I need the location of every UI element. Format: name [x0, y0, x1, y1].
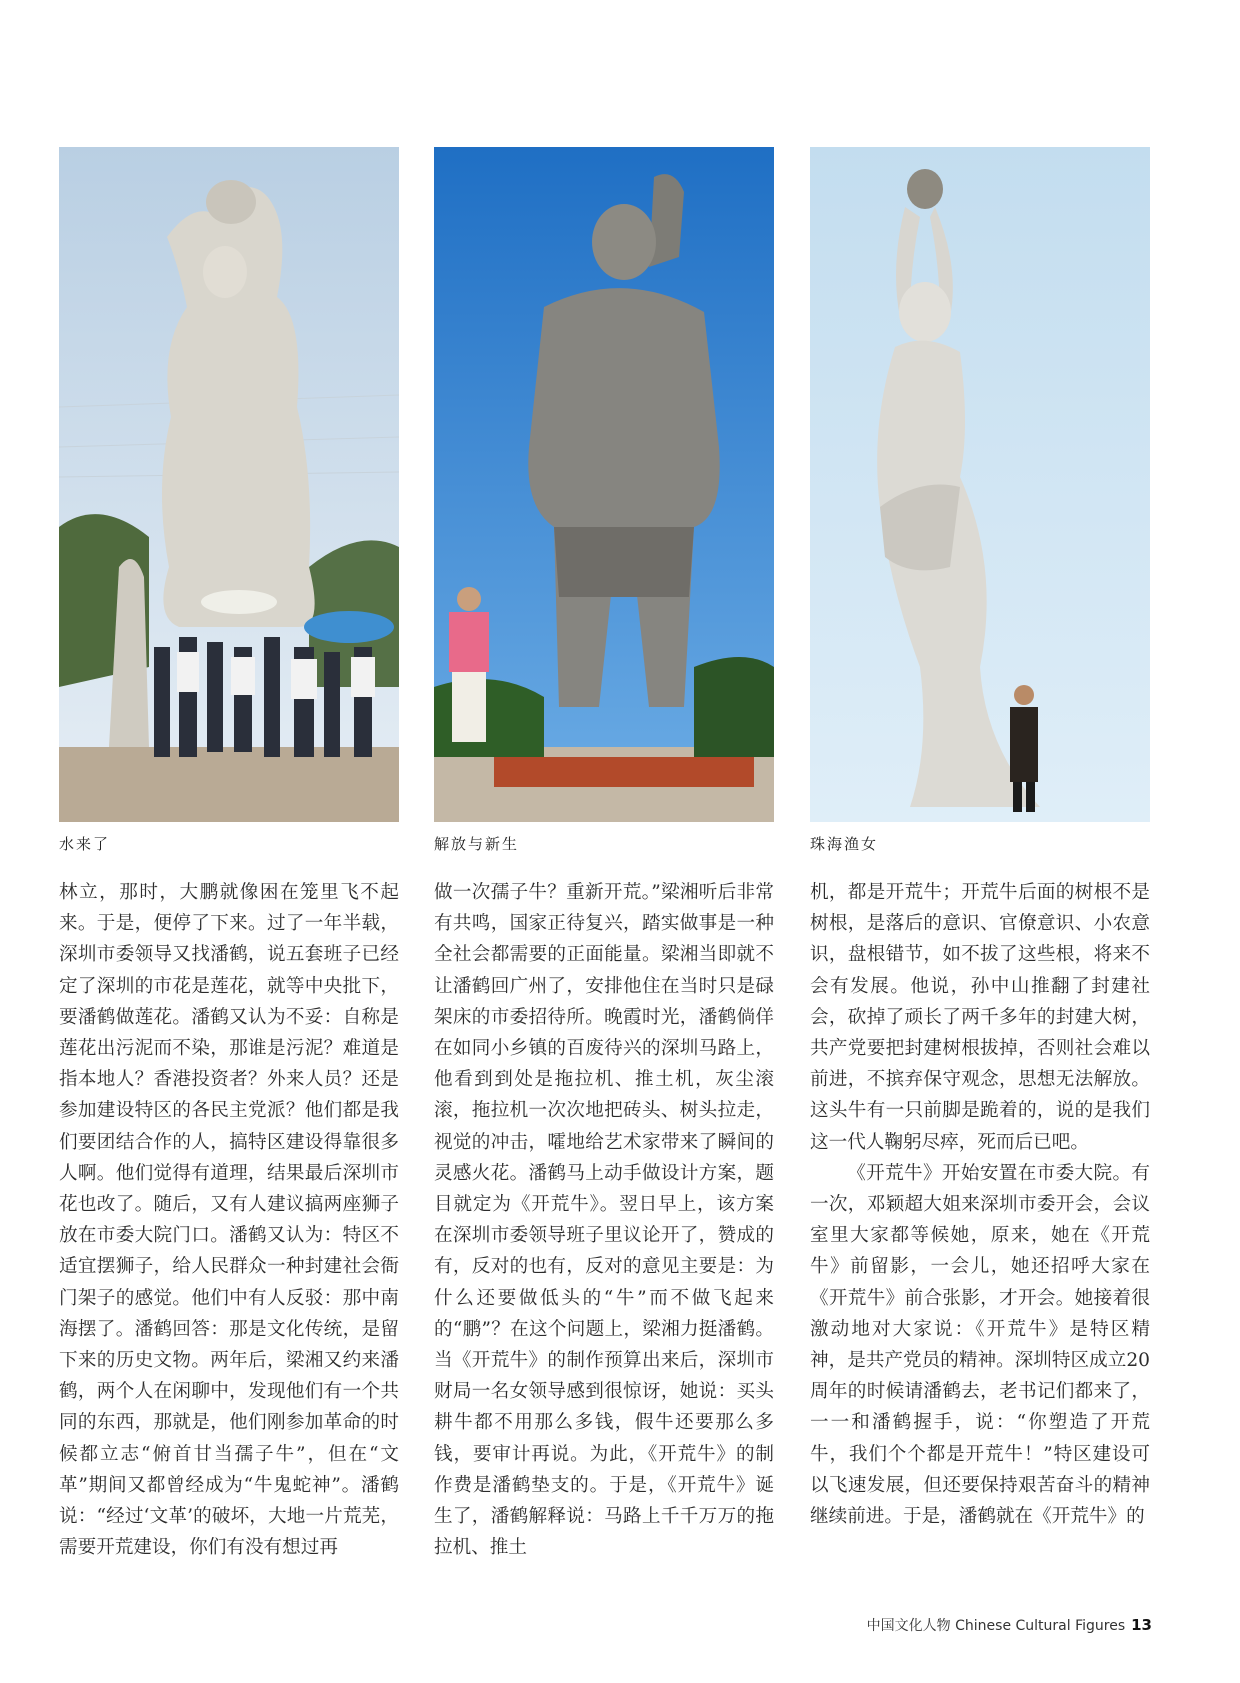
photo-water-statue	[59, 147, 399, 822]
photo-liberation-statue	[434, 147, 774, 822]
page-number: 13	[1131, 1616, 1152, 1634]
text-column	[810, 877, 1150, 1567]
photo-fisher-girl-statue	[810, 147, 1150, 822]
photo-caption: 水来了	[59, 835, 111, 853]
paragraph: 林立，那时，大鹏就像困在笼里飞不起来。于是，便停了下来。过了一年半载，深圳市委领导又找潘鹤，说五套班子已经定了深圳的市花是莲花，就等中央批下，要潘鹤做莲花。潘鹤又认为不妥：自称是莲花出污泥而不染，那谁是污泥？难道是指本地人？香港投资者？外来人员？还是参加建设特区的各民主党派？他们都是我们要团结合作的人，搞特区建设得靠很多人啊。他们觉得有道理，结果最后深圳市花也改了。随后，又有人建议搞两座狮子放在市委大院门口。潘鹤又认为：特区不适宜摆狮子，给人民群众一种封建社会衙门架子的感觉。他们中有人反驳：那中南海摆了。潘鹤回答：那是文化传统，是留下来的历史文物。两年后，梁湘又约来潘鹤，两个人在闲聊中，发现他们有一个共同的东西，那就是，他们刚参加革命的时候都立志“俯首甘当孺子牛”，但在“文革”期间又都曾经成为“牛鬼蛇神”。潘鹤说：“经过‘文革’的破坏，大地一片荒芜，需要开荒建设，你们有没有想过再	[59, 882, 399, 1559]
publication-name: 中国文化人物 Chinese Cultural Figures	[866, 1618, 1126, 1634]
paragraph: 机，都是开荒牛；开荒牛后面的树根不是树根，是落后的意识、官僚意识、小农意识，盘根错节，如不拔了这些根，将来不会有发展。他说，孙中山推翻了封建社会，砍掉了顽长了两千多年的封建大树，共产党要把封建树根拔掉，否则社会难以前进，不摈弃保守观念，思想无法解放。这头牛有一只前脚是跪着的，说的是我们这一代人鞠躬尽瘁，死而后已吧。	[810, 882, 1150, 1153]
photo-caption: 珠海渔女	[810, 835, 879, 853]
paragraph: 《开荒牛》开始安置在市委大院。有一次，邓颖超大姐来深圳市委开会，会议室里大家都等候她，原来，她在《开荒牛》前留影，一会儿，她还招呼大家在《开荒牛》前合张影，才开会。她接着很激动地对大家说：《开荒牛》是特区精神，是共产党员的精神。深圳特区成立20周年的时候请潘鹤去，老书记们都来了，一一和潘鹤握手，说：“你塑造了开荒牛，我们个个都是开荒牛！”特区建设可以飞速发展，但还要保持艰苦奋斗的精神继续前进。于是，潘鹤就在《开荒牛》的	[810, 1162, 1150, 1528]
paragraph: 做一次孺子牛？重新开荒。”梁湘听后非常有共鸣，国家正待复兴，踏实做事是一种全社会都需要的正面能量。梁湘当即就不让潘鹤回广州了，安排他住在当时只是碌架床的市委招待所。晚霞时光，潘鹤倘佯在如同小乡镇的百废待兴的深圳马路上，他看到到处是拖拉机、推土机，灰尘滚滚，拖拉机一次次地把砖头、树头拉走，视觉的冲击，嚯地给艺术家带来了瞬间的灵感火花。潘鹤马上动手做设计方案，题目就定为《开荒牛》。翌日早上，该方案在深圳市委领导班子里议论开了，赞成的有，反对的也有，反对的意见主要是：为什么还要做低头的“牛”而不做飞起来的“鹏”？在这个问题上，梁湘力挺潘鹤。当《开荒牛》的制作预算出来后，深圳市财局一名女领导感到很惊讶，她说：买头耕牛都不用那么多钱，假牛还要那么多钱，要审计再说。为此，《开荒牛》的制作费是潘鹤垫支的。于是，《开荒牛》诞生了，潘鹤解释说：马路上千千万万的拖拉机、推土	[434, 882, 774, 1559]
page-footer	[867, 1615, 1152, 1635]
text-column	[59, 877, 399, 1567]
text-column	[434, 877, 774, 1567]
photo-caption: 解放与新生	[434, 835, 520, 853]
